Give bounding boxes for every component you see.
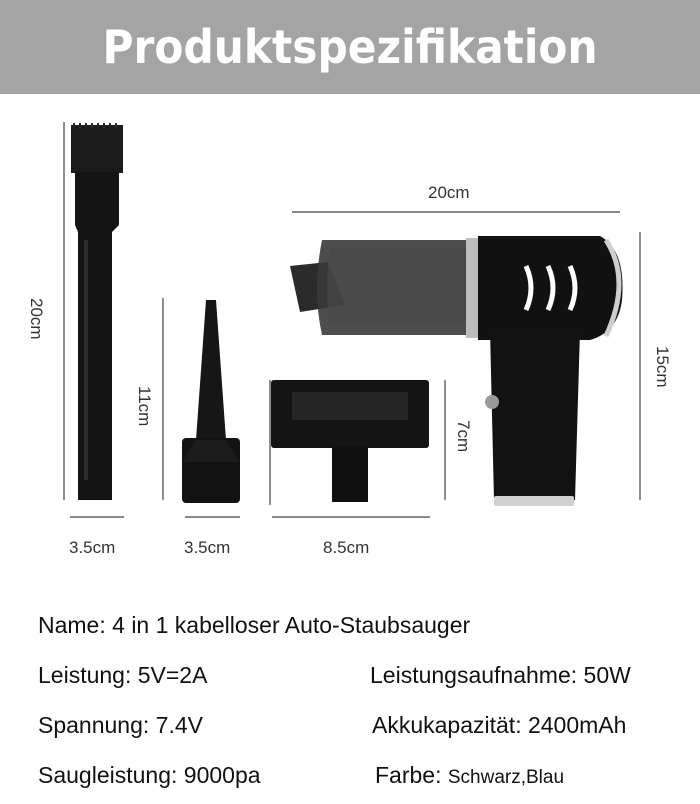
dimension-body-width: 20cm: [428, 183, 470, 202]
spec-akkukapazitaet: Akkukapazität: 2400mAh: [372, 712, 627, 738]
wide-head-attachment: [271, 380, 429, 502]
dimension-wide-head-height: 7cm: [454, 420, 473, 453]
spec-name: Name: 4 in 1 kabelloser Auto-Staubsauger: [38, 612, 471, 638]
spec-saugleistung: Saugleistung: 9000pa: [38, 762, 261, 788]
spec-farbe: [375, 762, 564, 789]
spec-farbe-label: Farbe:: [375, 762, 448, 788]
dimension-body-height: 15cm: [653, 346, 672, 388]
dimension-wide-head-width: 8.5cm: [323, 538, 370, 557]
spec-farbe-value: Schwarz,Blau: [447, 767, 565, 788]
nozzle-attachment: [182, 300, 240, 503]
brush-attachment: [71, 123, 123, 500]
dimension-brush-length: 20cm: [27, 298, 46, 340]
page-title: Produktspezifikation: [102, 20, 598, 74]
dimension-nozzle-width: 3.5cm: [184, 538, 231, 557]
spec-spannung: Spannung: 7.4V: [38, 712, 203, 738]
title-banner: [0, 0, 700, 94]
dimension-brush-width: 3.5cm: [69, 538, 116, 557]
dimension-nozzle-length: 11cm: [135, 386, 154, 427]
product-illustration: [0, 94, 700, 594]
spec-leistungsaufnahme: Leistungsaufnahme: 50W: [370, 662, 631, 688]
spec-leistung: Leistung: 5V=2A: [38, 662, 208, 688]
